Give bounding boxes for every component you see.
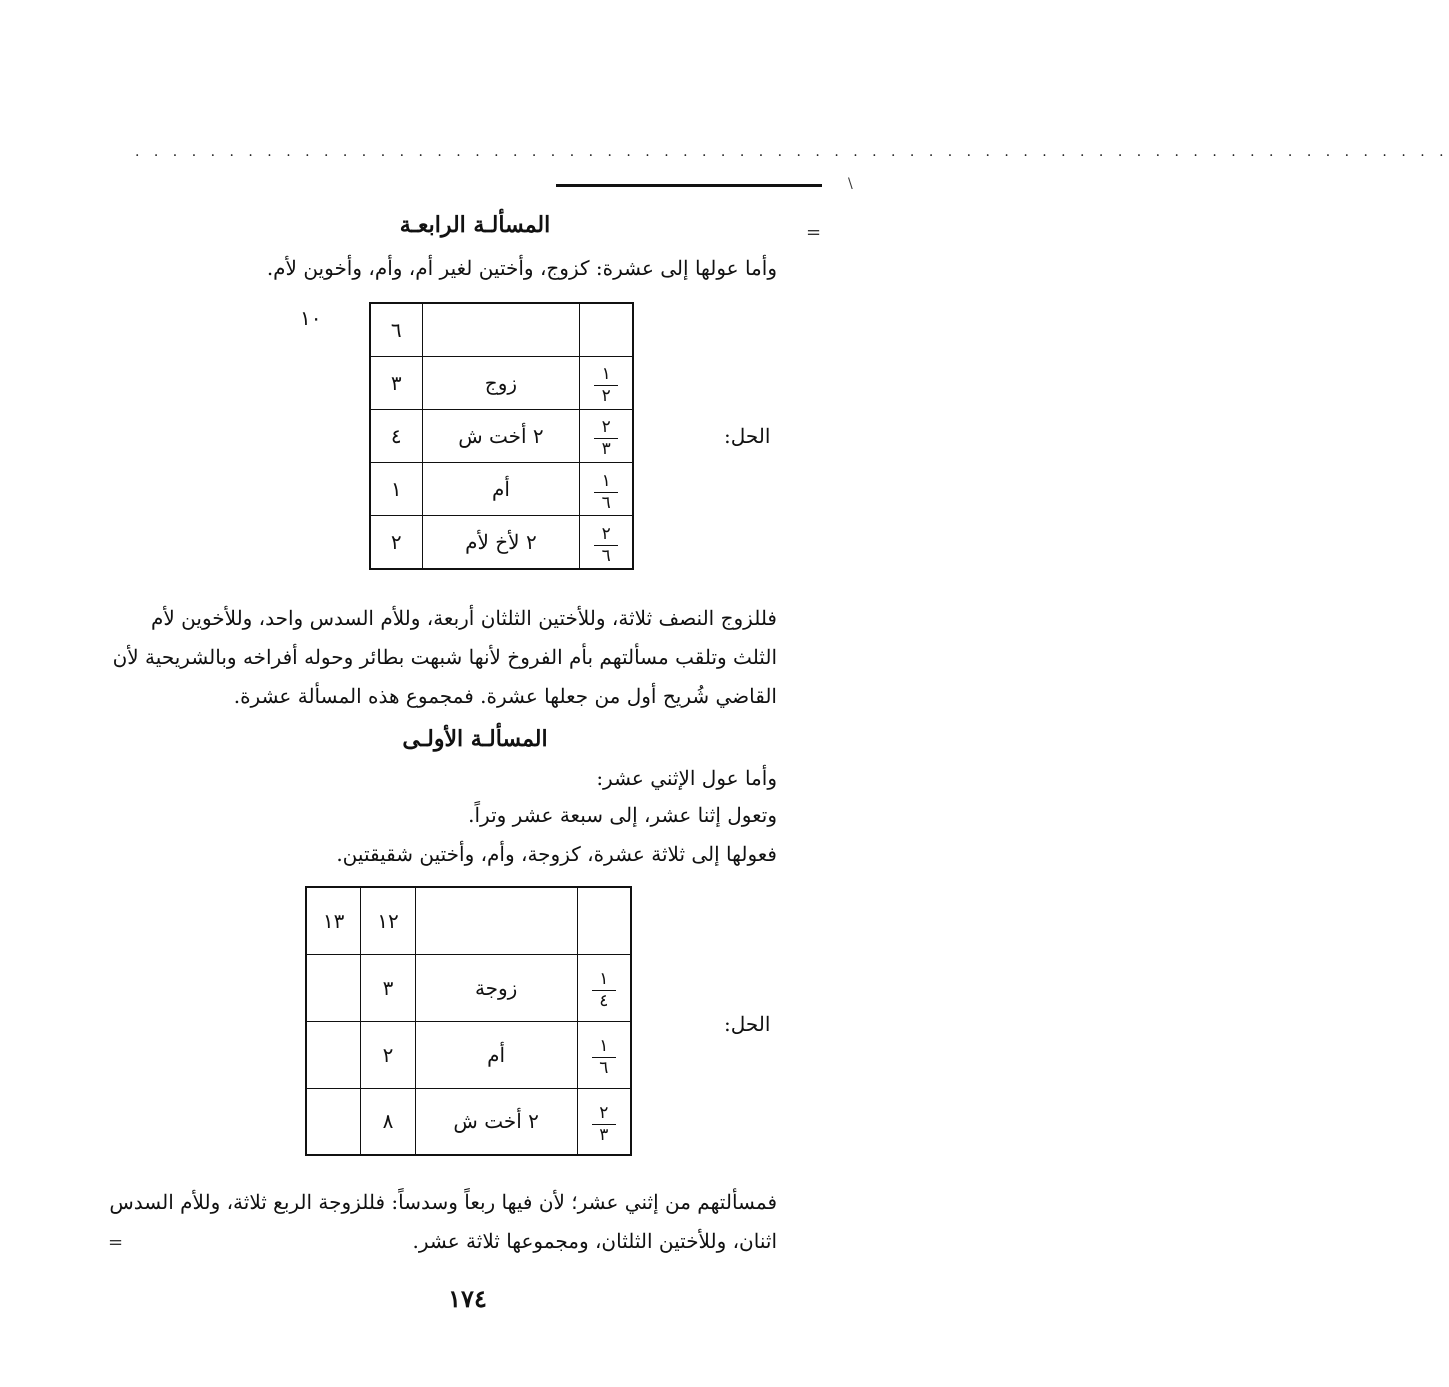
share-cell <box>577 954 631 1021</box>
share-fraction <box>594 366 618 405</box>
section-title-first: المسألـة الأولـى <box>402 726 548 752</box>
heir-cell: ٢ أخت ش <box>415 1088 577 1155</box>
table-row <box>370 463 633 516</box>
base-cell: ١٢ <box>361 887 415 954</box>
aul-value: ١٠ <box>300 306 322 330</box>
table-row <box>306 887 631 954</box>
share-numerator: ١ <box>599 969 609 989</box>
margin-mark-left: = <box>108 1232 124 1253</box>
section1-paragraph-line: القاضي شُريح أول من جعلها عشرة. فمجموع هذه المسألة عشرة. <box>233 684 777 708</box>
aul-cell: ١٣ <box>306 887 361 954</box>
share-fraction <box>594 470 618 513</box>
inheritance-table-1 <box>369 302 634 570</box>
section2-line: وتعول إثنا عشر، إلى سبعة عشر وتراً. <box>468 803 777 827</box>
solution-label-1: الحل: <box>724 424 771 448</box>
share-denominator: ٣ <box>601 439 611 460</box>
share-fraction <box>594 523 618 566</box>
solution-label-2: الحل: <box>724 1012 771 1036</box>
section-title-fourth: المسألـة الرابعـة <box>399 212 551 238</box>
share-cell <box>580 463 633 516</box>
heir-cell <box>422 303 580 356</box>
section1-paragraph-line: فللزوج النصف ثلاثة، وللأختين الثلثان أربعة، وللأم السدس واحد، وللأخوين لأم <box>151 606 777 630</box>
share-denominator: ٤ <box>599 991 609 1011</box>
heir-cell <box>415 887 577 954</box>
margin-mark-right: = <box>806 222 822 243</box>
heir-cell: ٢ لأخ لأم <box>422 516 580 569</box>
base-cell: ١ <box>370 463 422 516</box>
table-row <box>306 1021 631 1088</box>
table-row <box>370 516 633 569</box>
margin-tick: \ <box>848 176 853 192</box>
share-numerator: ١ <box>599 1036 609 1056</box>
base-cell: ٣ <box>370 356 422 409</box>
base-cell: ٦ <box>370 303 422 356</box>
section2-line: وأما عول الإثني عشر: <box>596 766 777 790</box>
share-cell <box>577 887 631 954</box>
aul-cell <box>306 1021 361 1088</box>
share-denominator: ٢ <box>601 386 611 407</box>
share-fraction <box>592 1102 616 1145</box>
section2-paragraph-line: اثنان، وللأختين الثلثان، ومجموعها ثلاثة عشر. <box>412 1229 777 1253</box>
share-denominator: ٣ <box>599 1124 609 1145</box>
heir-cell: زوج <box>422 356 580 409</box>
section1-paragraph-line: الثلث وتلقب مسألتهم بأم الفروخ لأنها شبهت بطائر وحوله أفراخه وبالشريحية لأن <box>112 645 777 669</box>
share-numerator: ١ <box>601 470 611 491</box>
base-cell: ٢ <box>361 1021 415 1088</box>
inheritance-table-2 <box>305 886 632 1156</box>
share-denominator: ٦ <box>601 545 611 566</box>
share-cell <box>580 356 633 409</box>
share-fraction <box>594 419 618 458</box>
share-numerator: ٢ <box>601 523 611 544</box>
heir-cell: أم <box>415 1021 577 1088</box>
share-numerator: ٢ <box>601 417 611 438</box>
section2-line: فعولها إلى ثلاثة عشرة، كزوجة، وأم، وأختين شقيقتين. <box>336 842 777 866</box>
heir-cell: ٢ أخت ش <box>422 409 580 462</box>
share-fraction <box>592 971 616 1010</box>
section1-intro: وأما عولها إلى عشرة: كزوج، وأختين لغير أم، وأم، وأخوين لأم. <box>266 256 777 280</box>
table-row <box>370 356 633 409</box>
share-fraction <box>592 1038 616 1077</box>
base-cell: ٨ <box>361 1088 415 1155</box>
heir-cell: زوجة <box>415 954 577 1021</box>
base-cell: ٢ <box>370 516 422 569</box>
share-cell <box>580 303 633 356</box>
section-rule <box>556 184 822 187</box>
share-numerator: ٢ <box>599 1102 609 1123</box>
table-row <box>370 409 633 462</box>
base-cell: ٤ <box>370 409 422 462</box>
base-cell: ٣ <box>361 954 415 1021</box>
section2-paragraph-line: فمسألتهم من إثني عشر؛ لأن فيها ربعاً وسدساً: فللزوجة الربع ثلاثة، وللأم السدس <box>109 1190 777 1214</box>
share-cell <box>577 1088 631 1155</box>
aul-cell <box>306 954 361 1021</box>
page-number: ١٧٤ <box>448 1284 487 1313</box>
share-cell <box>577 1021 631 1088</box>
heir-cell: أم <box>422 463 580 516</box>
share-denominator: ٦ <box>599 1058 609 1078</box>
share-cell <box>580 409 633 462</box>
dotted-separator: · · · · · · · · · · · · · · · · · · · · · · · · · · · · · · · · · · · · · · · · · · · · · · · · · · · · · · · · · · · · · · · · · · · · · · <box>135 148 1449 164</box>
aul-cell <box>306 1088 361 1155</box>
share-numerator: ١ <box>601 364 611 385</box>
share-cell <box>580 516 633 569</box>
table-row <box>306 954 631 1021</box>
table-row <box>306 1088 631 1155</box>
share-denominator: ٦ <box>601 492 611 513</box>
table-row <box>370 303 633 356</box>
